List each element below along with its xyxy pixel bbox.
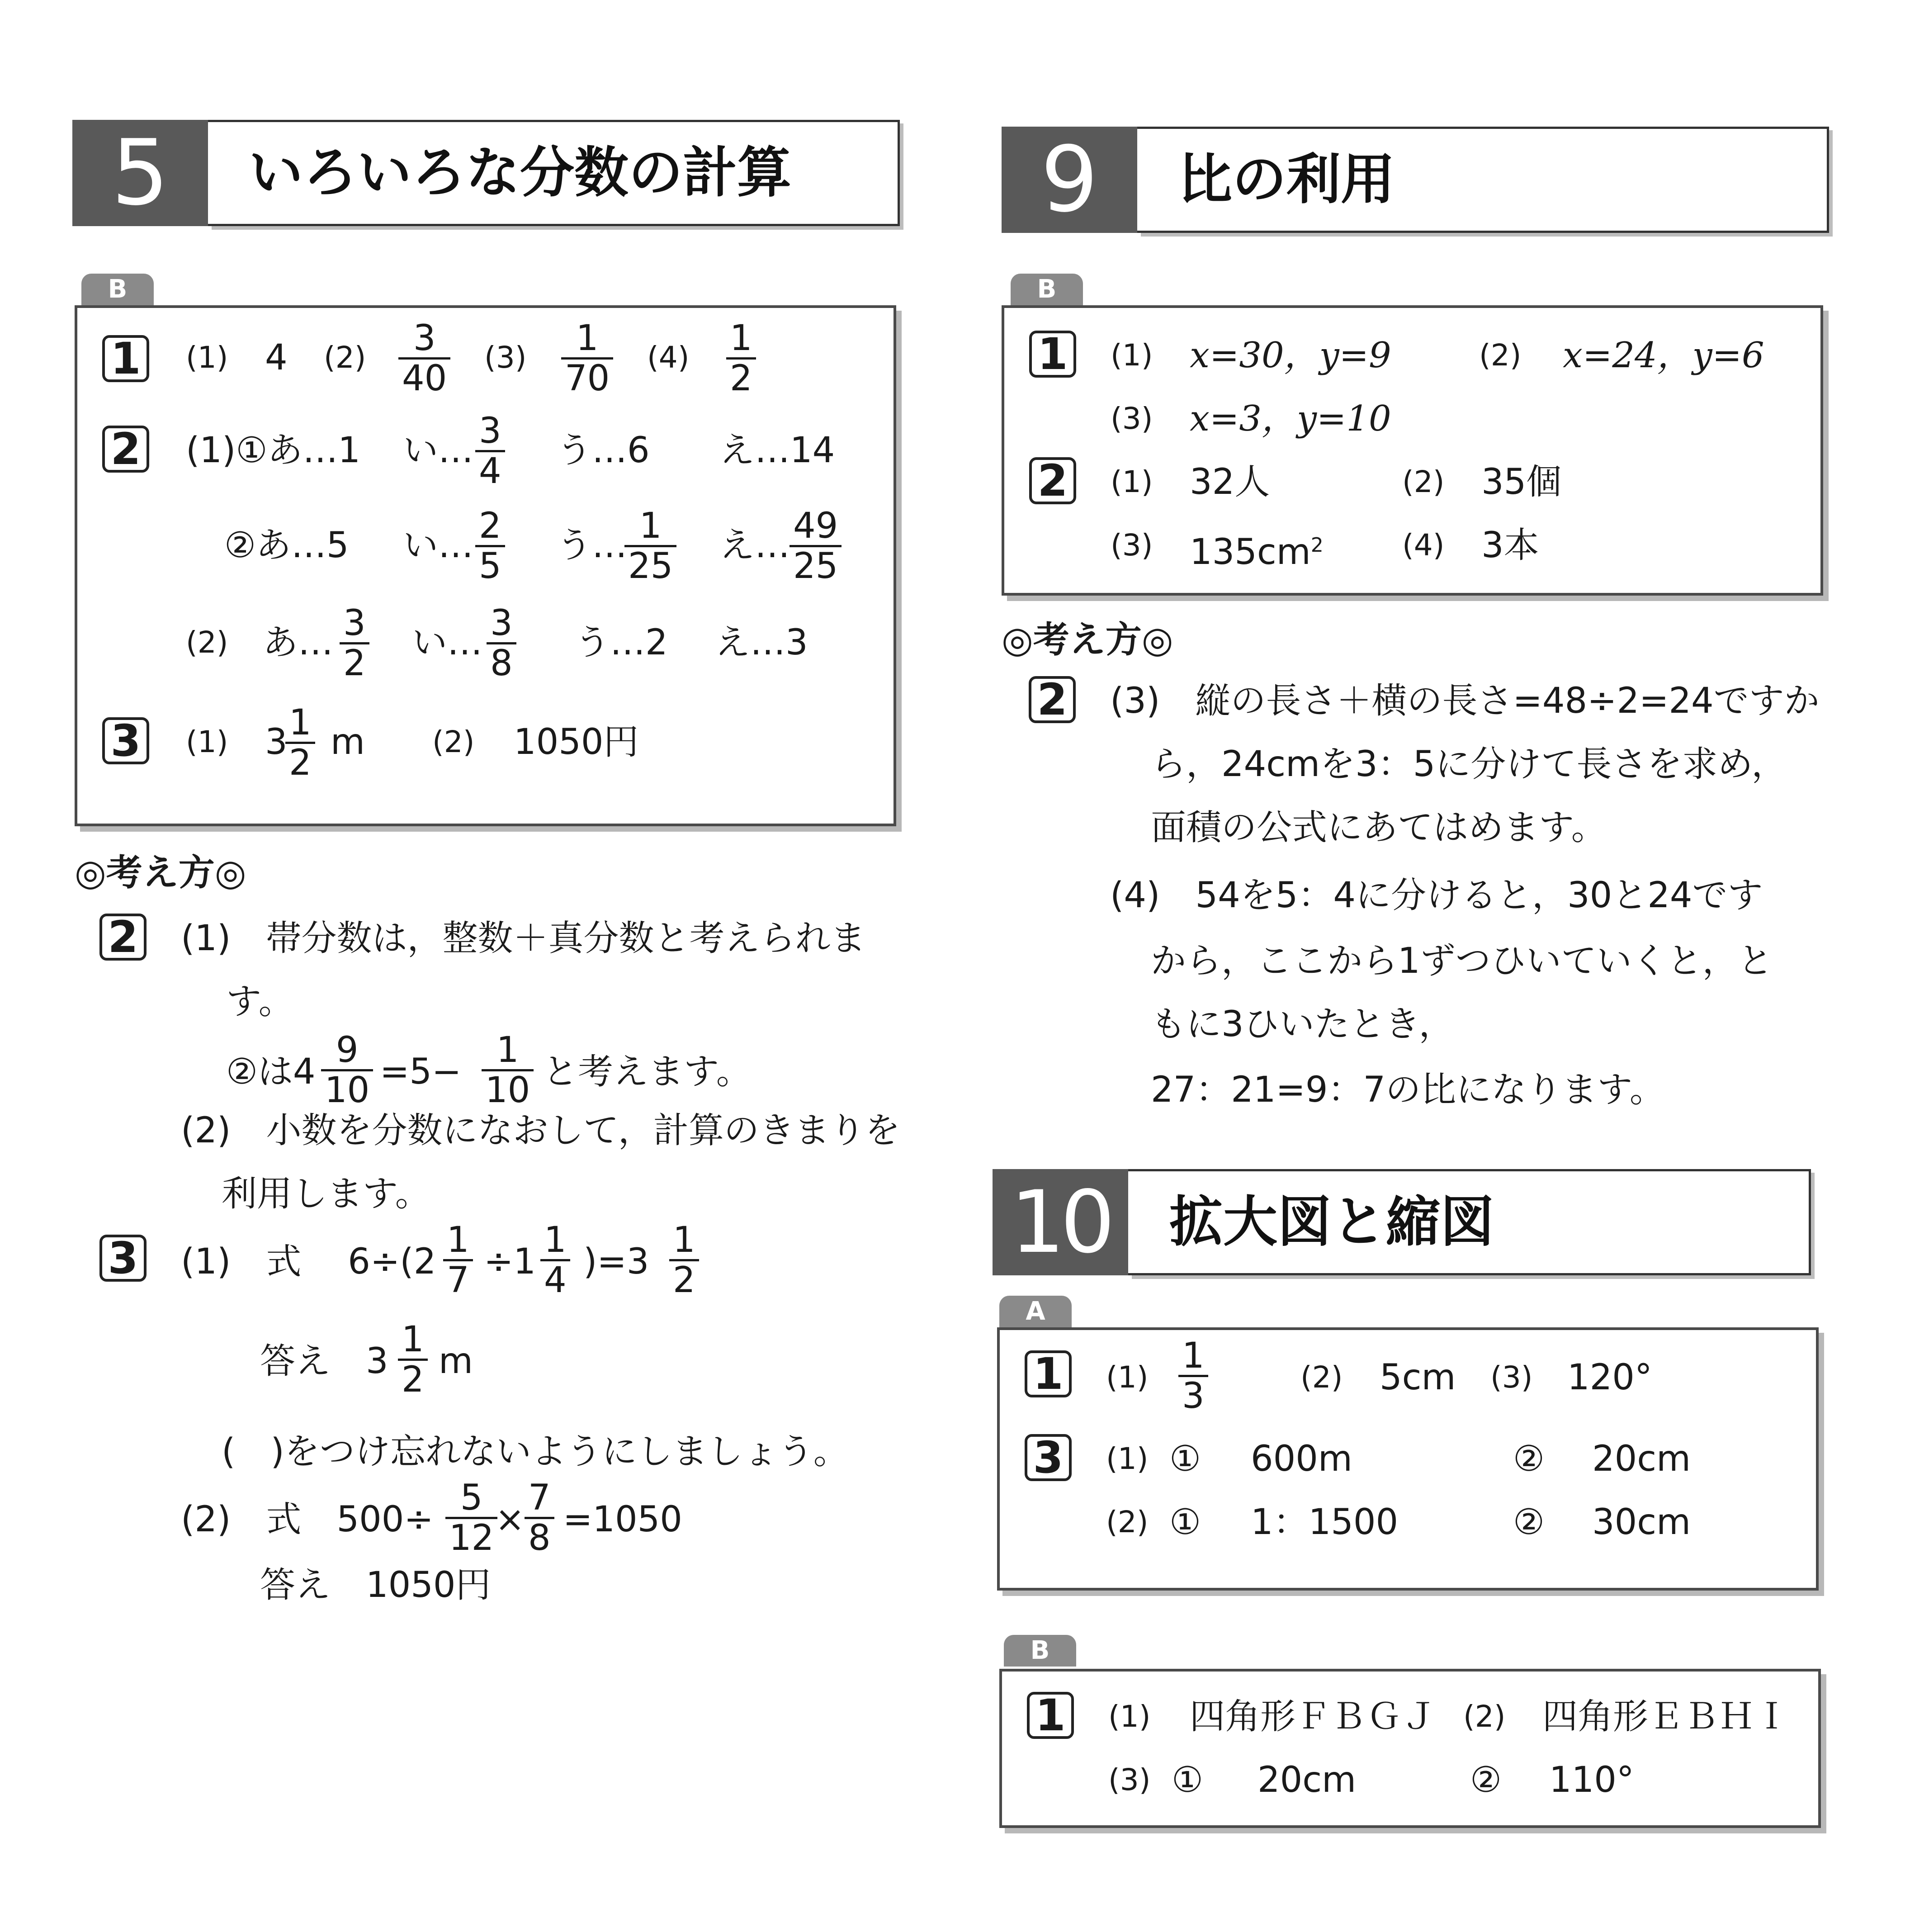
explanation-line: (2) 小数を分数になおして，計算のきまりを [181,1110,900,1151]
part-label: (1) [1111,464,1153,499]
part-label: (2) [1106,1505,1149,1539]
answer-value: x=3，y=10 [1190,398,1391,439]
part-label: (3) [484,340,527,375]
how-to-think-label: ◎考え方◎ [75,852,246,894]
question-number: 1 [102,335,149,382]
part-label: (1) [1108,1699,1151,1734]
question-number: 3 [99,1235,147,1282]
answer-value: 1：1500 [1251,1502,1399,1543]
part-label: (2) [1300,1360,1343,1395]
answer-value: う…6 [557,430,650,471]
part-label: (3) [1490,1360,1533,1395]
explanation-line: 面積の公式にあてはめます。 [1151,807,1607,848]
part-label: (2) [1463,1699,1506,1734]
explanation-line: (3) 縦の長さ＋横の長さ=48÷2=24ですか [1110,681,1820,721]
answer-value: 110° [1549,1760,1634,1800]
part-label: (2) [324,340,366,375]
circled-label: ② [1470,1760,1502,1800]
fraction: $\frac{9}{10}$ [321,1031,373,1109]
explanation-line: (4) 54を5：4に分けると，30と24です [1110,875,1763,916]
answer-value: 120° [1567,1357,1652,1398]
fraction: $\frac{3}{8}$ [487,604,516,682]
answer-value: 30cm [1592,1502,1691,1543]
answer-value: い… [412,622,483,663]
answer-value: 四角形ＥＢＨＩ [1542,1696,1790,1737]
explanation-line: =1050 [563,1499,682,1540]
explanation-line: ÷1 [484,1241,536,1282]
explanation-line: (1) 式 6÷(2 [181,1241,436,1282]
explanation-line: 利用します。 [222,1174,430,1214]
level-tab: B [1011,274,1083,305]
answer-value: う…2 [575,622,668,663]
answer-value: ②あ…5 [224,525,349,566]
question-number: 1 [1029,331,1076,378]
answer-box [997,1327,1819,1591]
question-number: 3 [1025,1434,1072,1481]
explanation-line: ( )をつけ忘れないようにしましょう。 [222,1431,849,1472]
answer-value: え…14 [719,430,835,471]
fraction: $\frac{1}{2}$ [726,319,756,398]
part-label: (2) [432,724,475,759]
explanation-line: 答え 1050円 [260,1565,491,1605]
section-number: 10 [993,1169,1128,1275]
section-number: 9 [1002,127,1137,233]
fraction: $\frac{1}{25}$ [624,507,676,585]
part-label: (1) [1111,338,1153,373]
question-number: 1 [1025,1350,1072,1397]
question-number: 2 [99,914,147,961]
fraction: $\frac{49}{25}$ [790,507,842,585]
fraction: $\frac{3}{4}$ [475,412,505,490]
section-title: 拡大図と縮図 [1169,1191,1494,1254]
answer-value: え… [719,525,790,566]
answer-box [75,305,896,826]
explanation-line: )=3 [583,1241,649,1282]
fraction: $\frac{1}{2}$ [669,1221,699,1299]
answer-value: 5cm [1380,1357,1456,1398]
question-number: 3 [102,717,149,764]
circled-label: ① [1169,1439,1201,1479]
fraction: $\frac{3}{2}$ [340,604,369,682]
explanation-line: (1) 帯分数は，整数＋真分数と考えられま [181,918,866,959]
section-9 [1002,0,1906,1932]
fraction: $\frac{1}{10}$ [482,1031,534,1109]
part-label: (2) [186,625,228,660]
explanation-line: から，ここから1ずつひいていくと，と [1151,941,1773,981]
answer-value: あ… [263,622,334,663]
answer-value: 20cm [1592,1439,1691,1479]
answer-value: 3 [265,722,288,762]
fraction: $\frac{5}{12}$ [445,1479,497,1557]
fraction: $\frac{1}{2}$ [398,1321,428,1399]
section-number: 5 [72,120,208,226]
answer-value: $135cm^2$ [1190,532,1324,573]
circled-label: ② [1513,1439,1545,1479]
question-number: 2 [102,426,149,473]
answer-value: 20cm [1258,1760,1357,1800]
answer-value: い… [403,525,474,566]
part-label: (4) [647,340,690,375]
fraction: $\frac{7}{8}$ [525,1479,554,1557]
explanation-line: 答え 3 [260,1341,388,1382]
part-label: (2) [1479,338,1522,373]
answer-value: (1)①あ…1 [186,430,361,471]
answer-value: え…3 [715,622,808,663]
part-label: (1) [1106,1360,1149,1395]
part-label: (1) [186,340,228,375]
answer-value: う… [557,525,628,566]
explanation-line: =5− [380,1051,462,1092]
part-label: (3) [1108,1762,1151,1797]
part-label: (1) [186,724,228,759]
circled-label: ① [1172,1760,1203,1800]
explanation-line: す。 [226,981,294,1022]
level-tab: B [1004,1635,1076,1667]
level-tab: A [999,1296,1072,1327]
circled-label: ① [1169,1502,1201,1543]
explanation-line: (2) 式 500÷ [181,1499,434,1540]
explanation-line: もに3ひいたとき， [1151,1004,1454,1045]
section-9-header [1002,127,1829,233]
fraction: $\frac{1}{4}$ [540,1221,570,1299]
part-label: (3) [1111,401,1153,436]
answer-value: 3本 [1481,525,1539,566]
explanation-line: 27：21=9：7の比になります。 [1151,1070,1665,1110]
part-label: (1) [1106,1441,1149,1476]
answer-unit: m [331,722,365,762]
fraction: $\frac{1}{2}$ [285,704,315,782]
answer-value: 四角形ＦＢＧＪ [1190,1696,1437,1737]
answer-box [999,1669,1821,1828]
explanation-line: m [439,1341,473,1382]
section-10-header [993,1169,1811,1275]
section-5 [72,0,977,1932]
fraction: $\frac{1}{3}$ [1178,1337,1208,1415]
answer-value: 35個 [1481,462,1562,502]
explanation-line: ②は4 [226,1051,316,1092]
answer-value: い… [403,430,474,471]
fraction: $\frac{2}{5}$ [475,507,505,585]
answer-value: 32人 [1190,462,1270,502]
section-title: いろいろな分数の計算 [249,142,791,204]
answer-value: x=24，y=6 [1563,335,1764,376]
explanation-line: × [495,1499,525,1540]
answer-value: x=30，y=9 [1190,335,1391,376]
level-tab: B [81,274,154,305]
section-title: 比の利用 [1178,148,1395,211]
question-number: 2 [1029,457,1076,504]
part-label: (4) [1402,528,1445,563]
fraction: $\frac{1}{7}$ [443,1221,473,1299]
question-number: 1 [1027,1692,1074,1739]
fraction: $\frac{3}{40}$ [398,319,450,398]
part-label: (3) [1111,528,1153,563]
answer-value: 600m [1251,1439,1352,1479]
answer-value: 1050円 [514,722,639,762]
circled-label: ② [1513,1502,1545,1543]
fraction: $\frac{1}{70}$ [561,319,613,398]
answer-value: 4 [265,337,288,378]
explanation-line: と考えます。 [543,1051,752,1092]
section-5-header [72,120,900,226]
question-number: 2 [1029,676,1076,723]
part-label: (2) [1402,464,1445,499]
explanation-line: ら，24cmを3：5に分けて長さを求め， [1151,744,1787,785]
answer-box [1002,305,1823,596]
how-to-think-label: ◎考え方◎ [1002,619,1173,661]
